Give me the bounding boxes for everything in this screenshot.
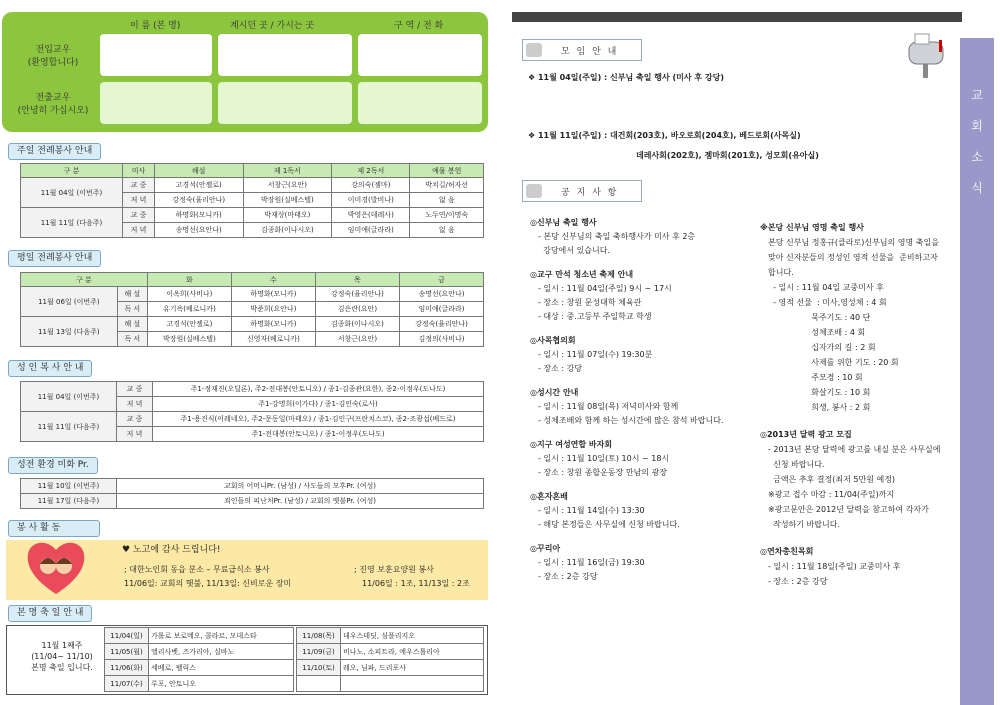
transfer-header-district: 구 역 / 전 화 [394, 21, 444, 31]
volunteer-item2-title: ; 진영 보훈요양원 봉사 [354, 565, 434, 574]
notices-left-column [530, 216, 750, 584]
sunday-service-heading: 주일 전례봉사 안내 [8, 143, 101, 160]
notice-line: - 성체조배와 함께 하는 성시간에 많은 참석 바랍니다. [538, 416, 724, 425]
transfer-header-name: 이 름 (본 명) [130, 21, 181, 31]
notice-line: 사제를 위한 기도 : 20 회 [768, 358, 899, 367]
volunteer-item1-detail: 11/06일: 교회의 햇불, 11/13일: 신비로운 장미 [124, 579, 292, 588]
weekday-service-heading: 평일 전례봉사 안내 [8, 250, 101, 267]
altar-service-table: 11월 04일 (이번주) 교 중 주1-정재진(오딜론), 주2-전대봉(안토니오) / 종1-김종관(요한), 종2-이정우(도나도) 저 녁 주1-강명희(이가다) / 종1-김인숙(로사) 11월 11일 (다음주) 교 중 주1-용진식(이레네오), 주2-문동일(마태오) / 종1-김인구(프란치스코), 종2-조광섭(베드로) 저 녁 주1-전대봉(안토니오) / 종1-이정우(도나도) [20, 381, 484, 442]
transfer-out-district-cell [358, 82, 482, 124]
notice-title: ◎교구 만석 청소년 축제 안내 [530, 270, 634, 279]
notice-title: ◎성시간 안내 [530, 388, 579, 397]
sunday-service-table: 구 분 미사 해설 제 1독서 제 2독서 예물 봉헌 11월 04일 (이번주) 교 중 고경석(안젤로) 서창근(요안) 강의숙(젬마) 박치길/허자선 저 녁 강정숙(율리안나) 박장원(실베스텔) 이미경(발비나) 없 음 11월 11일 (다음주) 교 중 하명화(모니카) 박재상(마태오) 박영은(데레사) 노두연/이명숙 저 녁 송명선(요안나) 김종화(이나시오) 임미애(글라라) 없 음 [20, 163, 484, 238]
notice-line: - 일시 : 11월 10일(토) 10시 ~ 18시 [538, 454, 670, 463]
transfer-in-label: 전입교우 (환영합니다) [27, 45, 79, 68]
notice-title: ◎사목협의회 [530, 336, 576, 345]
notice-line: 합니다. [768, 268, 794, 277]
notice-line: - 일시 : 11월 04일 교중미사 후 [768, 283, 884, 292]
transfer-in-district-cell [358, 34, 482, 76]
nameday-right-table: 11/08(목) 데우스데딧, 심플리지오 11/09(금) 비나노, 소피트라, 에우스톨리아 11/10(토) 레오, 님파, 드리포사 [296, 627, 484, 692]
notice-line: - 영적 선물 : 미사,영성체 : 4 회 [768, 298, 887, 307]
notice-line: - 대상 : 중.고등부 주일학교 학생 [538, 312, 652, 321]
environment-table: 11월 10일 (이번주) 교회의 어머니Pr. (남성) / 사도들의 모후Pr. (여성) 11월 17일 (다음주) 죄인들의 피난처Pr. (남성) / 교회의 옛불Pr. (여성) [20, 478, 484, 509]
notice-line: - 일시 : 11월 04일(주일) 9시 ~ 17시 [538, 284, 672, 293]
weekday-service-table: 구 분 화 수 목 금 11월 06일 (이번주) 해 설 이옥희(사비나) 하명화(모니카) 강정숙(율리안나) 송명선(요안나) 독 서 유기옥(베로니카) 박준희(요안나) 김은란(요안) 임미애(글라라) 11월 13일 (다음주) 해 설 고경석(안젤로) 하명화(모니카) 김종화(이나시오) 강정숙(율리안나) 독 서 박장원(실베스텔) 신영자(베로니카) 서창근(요안) 김정의(사비나) [20, 272, 484, 347]
notice-line: 맞아 신자분들의 정성인 영적 선물을 준비하고자 [768, 253, 938, 262]
notice-title: ◎신부님 축일 행사 [530, 218, 597, 227]
notice-line: ※광고문안은 2012년 달력을 참고하여 각자가 [768, 505, 929, 514]
notice-line: 금액은 추후 결정(최저 5만원 예정) [768, 475, 896, 484]
transfer-out-place-cell [218, 82, 352, 124]
notice-line: - 일시 : 11월 14일(수) 13:30 [538, 506, 645, 515]
notice-title: ◎꾸리아 [530, 544, 561, 553]
meeting-line-1: ❖ 11월 04일(주일) : 신부님 축일 행사 (미사 후 강당) [528, 73, 724, 82]
notice-line: - 일시 : 11월 08일(목) 저녁미사와 함께 [538, 402, 679, 411]
notice-line: - 본당 신부님의 축일 축하행사가 미사 후 2층 [538, 232, 696, 241]
notice-title: ◎지구 여성연합 바자회 [530, 440, 613, 449]
left-page [0, 0, 495, 705]
notice-line: 강당에서 있습니다. [538, 246, 610, 255]
meetings-heading: 모 임 안 내 [522, 39, 642, 61]
notice-line: - 장소 : 창원 문성대학 체육관 [538, 298, 642, 307]
notice-line: - 장소 : 창원 종합운동장 만남의 광장 [538, 468, 668, 477]
transfer-out-label: 전출교우 (안녕히 가십시오) [17, 93, 89, 116]
notice-title: ◎2013년 달력 광고 모집 [760, 430, 852, 439]
notice-line: 작성하기 바랍니다. [768, 520, 840, 529]
nameday-label: 11월 1째주 (11/04~ 11/10) 본명 축일 입니다. [31, 641, 93, 672]
notice-line: - 일시 : 11월 07일(수) 19:30분 [538, 350, 653, 359]
notice-line: ※광고 접수 마감 : 11/04(주일)까지 [768, 490, 895, 499]
nameday-left-table: 11/04(일) 가롤로 보로메오, 콜라르, 모데스타 11/05(월) 엘리사벳, 즈가리아, 실바노 11/06(화) 세베로, 펠릭스 11/07(수) 루포, 안토니오 [104, 627, 294, 692]
side-tab: 교 회 소 식 [960, 38, 994, 705]
transfer-in-place-cell [218, 34, 352, 76]
transfer-header-place: 계시던 곳 / 가시는 곳 [230, 21, 315, 31]
notice-title: ◎연차총친목회 [760, 547, 814, 556]
notice-line: 신청 바랍니다. [768, 460, 825, 469]
notice-line: 성체조배 : 4 회 [768, 328, 866, 337]
notice-line: 본당 신부님 정홍규(클라로)신부님의 영명 축일을 [768, 238, 939, 247]
volunteer-item1-title: ; 대한노인회 동읍 분소 – 무료급식소 봉사 [124, 565, 270, 574]
notice-line: 묵주기도 : 40 단 [768, 313, 871, 322]
notice-line: - 장소 : 2층 강당 [768, 577, 828, 586]
notice-line: - 장소 : 2층 강당 [538, 572, 598, 581]
notices-right-column [760, 220, 956, 589]
notices-heading: 공 지 사 항 [522, 180, 642, 202]
nameday-heading: 본 명 축 일 안 내 [8, 605, 92, 622]
notice-line: - 해당 본정들은 사무실에 신청 바랍니다. [538, 520, 680, 529]
volunteer-thanks: ♥ 노고에 감사 드립니다! [122, 545, 221, 555]
notice-line: 화살기도 : 10 회 [768, 388, 871, 397]
altar-service-heading: 성 인 복 사 안 내 [8, 360, 92, 377]
notice-line: - 일시 : 11월 16일(금) 19:30 [538, 558, 645, 567]
top-bar [512, 12, 962, 22]
volunteer-item2-detail: 11/06일 : 1조, 11/13일 : 2조 [362, 579, 470, 588]
notice-title: ◎혼자혼배 [530, 492, 568, 501]
notice-title: ※본당 신부님 영명 축일 행사 [760, 223, 864, 232]
notice-line: - 2013년 본당 달력에 광고를 내실 분은 사무실에 [768, 445, 941, 454]
heart-illustration-icon [24, 536, 88, 598]
notice-line: 주모경 : 10 회 [768, 373, 863, 382]
notice-line: 십자가의 길 : 2 회 [768, 343, 876, 352]
meeting-line-3: 데레사회(202호), 젬마회(201호), 성모회(유아실) [636, 151, 819, 160]
notice-line: - 일시 : 11월 18일(주일) 교중미사 후 [768, 562, 901, 571]
volunteer-heading: 봉 사 활 동 [8, 520, 100, 537]
meeting-line-2: ❖ 11월 11일(주일) : 대건회(203호), 바오로회(204호), 베드로회(사목실) [528, 131, 801, 140]
environment-heading: 성전 환경 미화 Pr. [8, 457, 98, 474]
mailbox-icon [895, 30, 955, 80]
notice-line: - 장소 : 강당 [538, 364, 583, 373]
transfer-in-name-cell [100, 34, 212, 76]
transfer-out-name-cell [100, 82, 212, 124]
notice-line: 희생, 봉사 : 2 회 [768, 403, 871, 412]
transfer-box [2, 12, 488, 132]
